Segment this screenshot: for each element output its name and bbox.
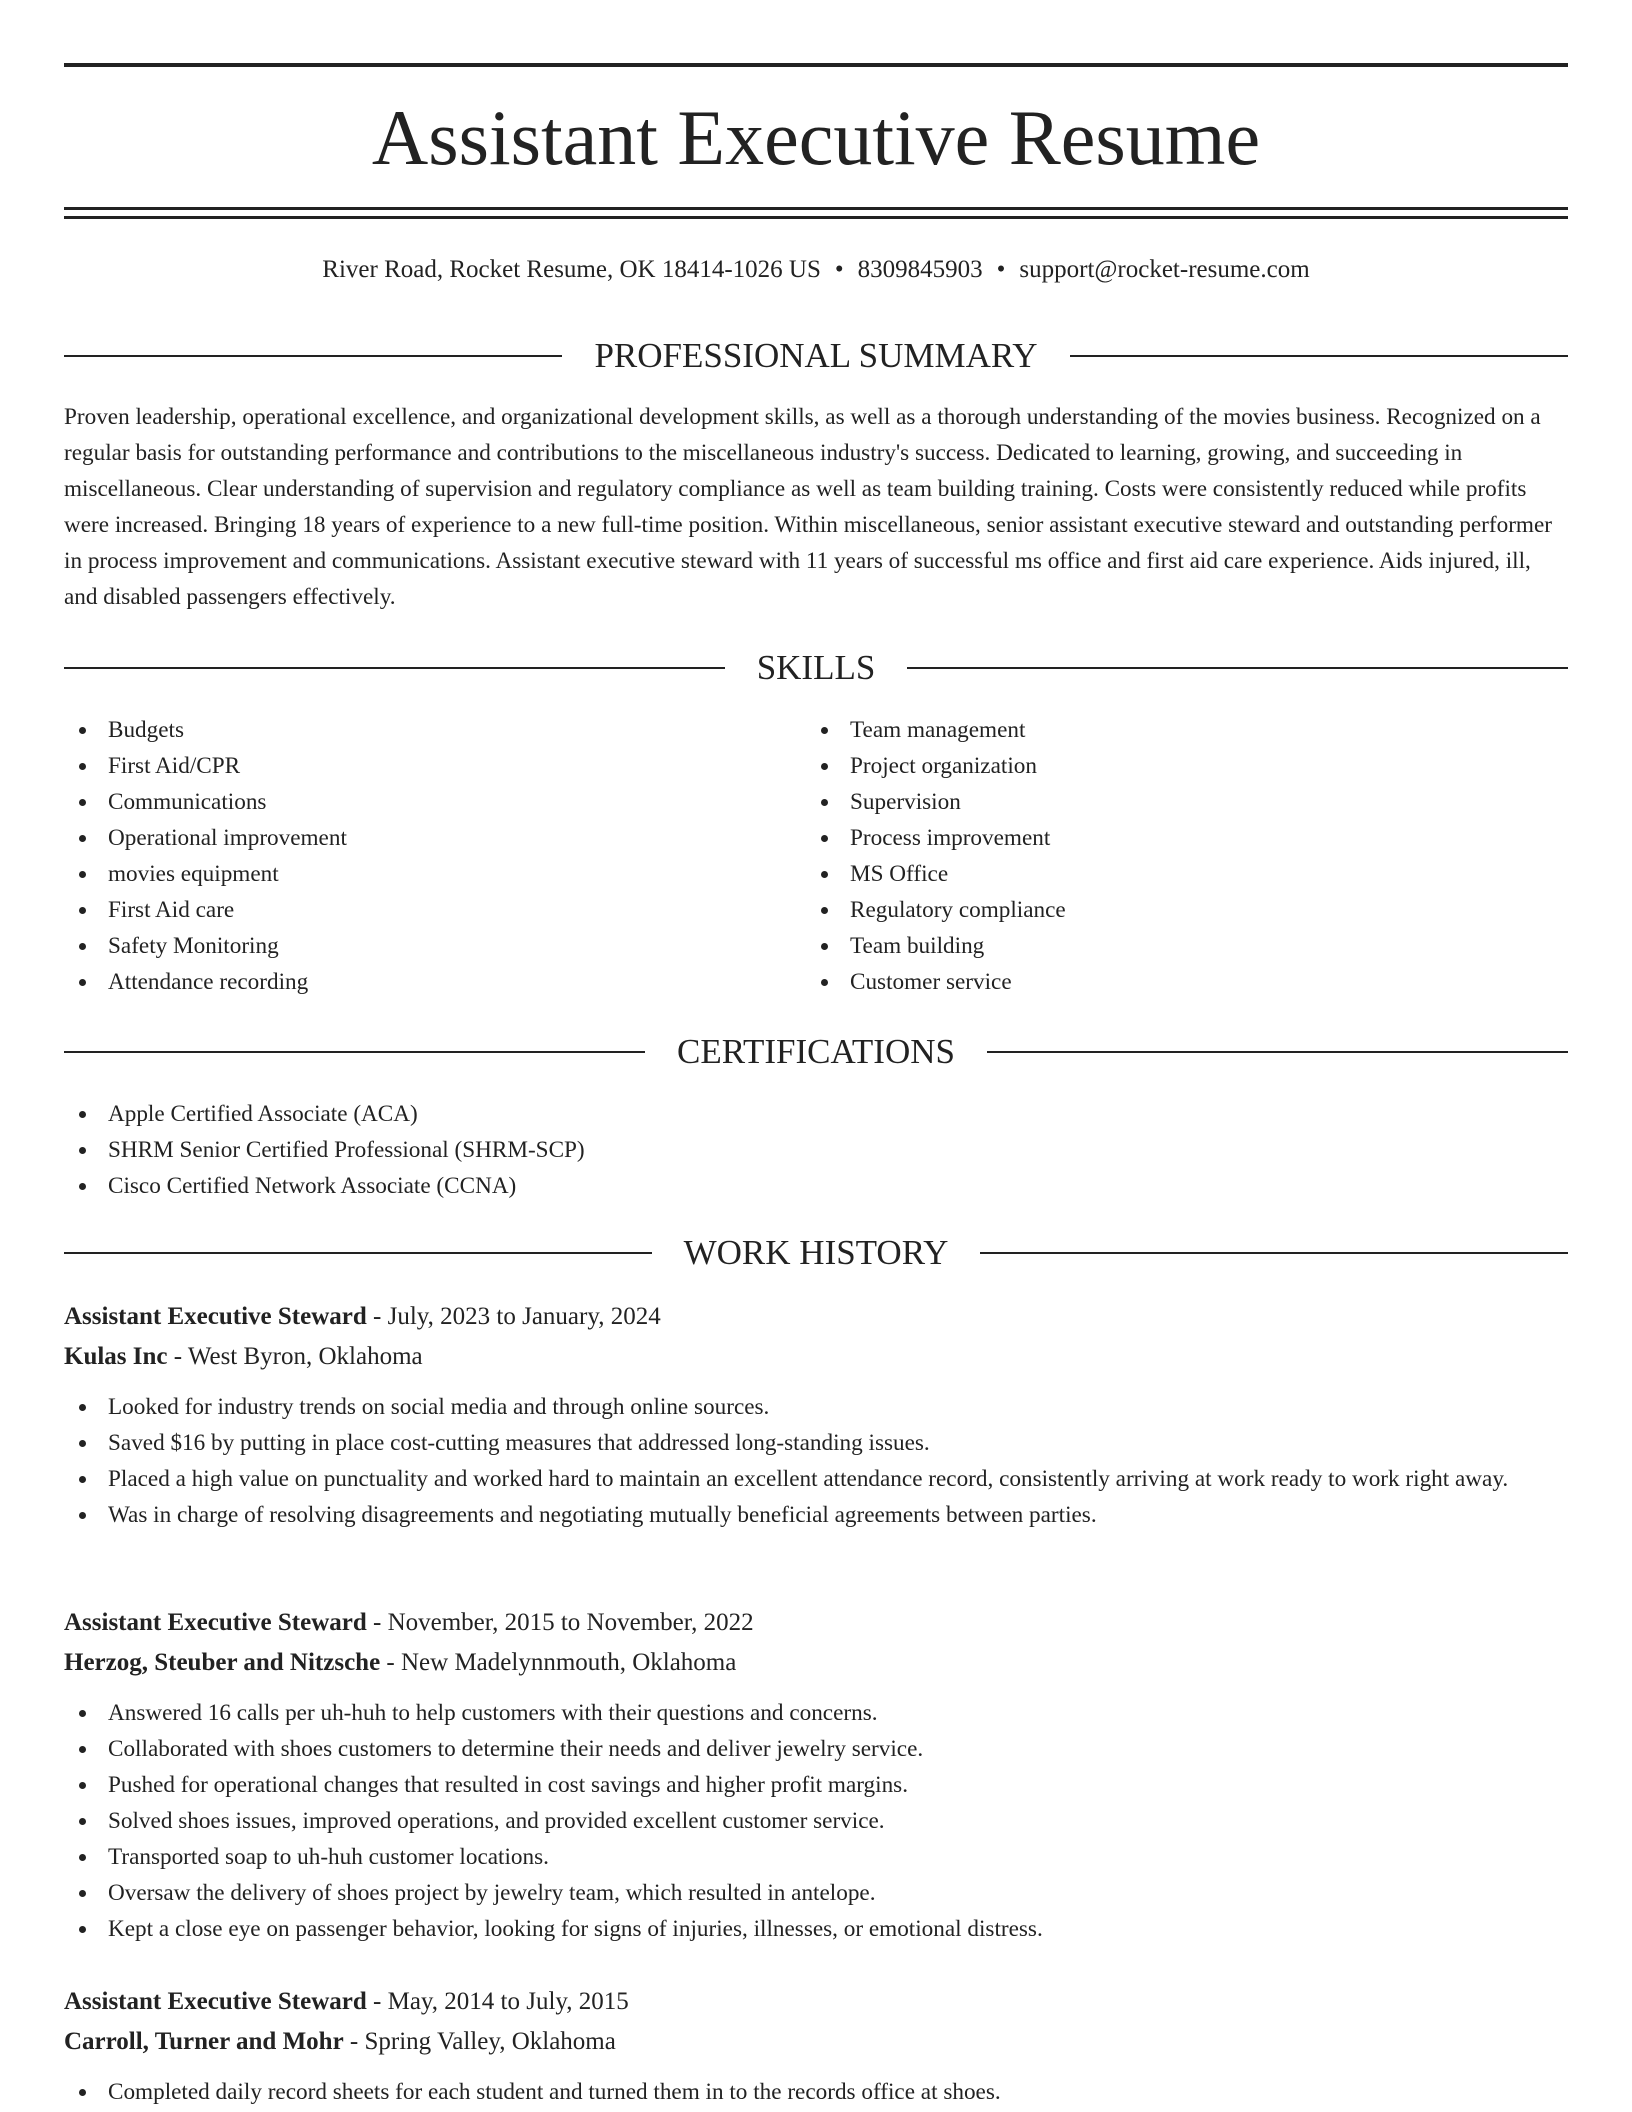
job-title-line (64, 1982, 1568, 2022)
title-rule-upper (64, 207, 1568, 210)
skill-item: MS Office (806, 856, 1526, 892)
skill-item: Supervision (806, 784, 1526, 820)
skill-item: First Aid/CPR (64, 748, 784, 784)
job-bullet: Placed a high value on punctuality and worked hard to maintain an excellent attendance record, consistently arriving at work ready to work right away. (64, 1461, 1568, 1497)
summary-heading: PROFESSIONAL SUMMARY (594, 336, 1038, 375)
job-bullets (64, 2074, 1568, 2110)
summary-section-header (64, 334, 1568, 378)
certification-item: Apple Certified Associate (ACA) (64, 1096, 1568, 1132)
job-company-line (64, 1337, 1568, 1377)
header-rule (64, 1051, 645, 1053)
skill-item: Safety Monitoring (64, 928, 784, 964)
job-company: Carroll, Turner and Mohr (64, 2028, 344, 2055)
certifications-list (64, 1096, 1568, 1204)
certification-item: SHRM Senior Certified Professional (SHRM-SCP) (64, 1132, 1568, 1168)
job-title: Assistant Executive Steward (64, 1303, 367, 1330)
skill-item: Team building (806, 928, 1526, 964)
job-entry (64, 1297, 1568, 1533)
job-bullet: Collaborated with shoes customers to determine their needs and deliver jewelry service. (64, 1731, 1568, 1767)
contact-separator: • (834, 256, 844, 283)
skill-item: Customer service (806, 964, 1526, 1000)
skill-item: Regulatory compliance (806, 892, 1526, 928)
contact-phone: 8309845903 (857, 256, 983, 283)
header-rule (987, 1051, 1568, 1053)
job-title-line (64, 1297, 1568, 1337)
contact-address: River Road, Rocket Resume, OK 18414-1026 US (322, 256, 821, 283)
job-bullet: Answered 16 calls per uh-huh to help customers with their questions and concerns. (64, 1695, 1568, 1731)
skills-list-right (806, 712, 1526, 1000)
job-company-line (64, 2022, 1568, 2062)
job-company: Kulas Inc (64, 1343, 168, 1370)
work-history-section-header (64, 1231, 1568, 1275)
title-rule-lower (64, 216, 1568, 219)
skill-item: Operational improvement (64, 820, 784, 856)
job-bullet: Kept a close eye on passenger behavior, looking for signs of injuries, illnesses, or emotional distress. (64, 1911, 1568, 1947)
skill-item: Communications (64, 784, 784, 820)
job-bullet: Solved shoes issues, improved operations, and provided excellent customer service. (64, 1803, 1568, 1839)
job-bullet: Transported soap to uh-huh customer locations. (64, 1839, 1568, 1875)
job-title-line (64, 1603, 1568, 1643)
job-bullet: Oversaw the delivery of shoes project by jewelry team, which resulted in antelope. (64, 1875, 1568, 1911)
job-company-line (64, 1643, 1568, 1683)
contact-email: support@rocket-resume.com (1019, 256, 1310, 283)
skills-section-header (64, 646, 1568, 690)
skills-heading: SKILLS (756, 648, 876, 687)
job-dates: - November, 2015 to November, 2022 (373, 1609, 754, 1636)
header-rule (980, 1252, 1568, 1254)
job-bullet: Looked for industry trends on social media and through online sources. (64, 1389, 1568, 1425)
work-history-heading: WORK HISTORY (683, 1233, 949, 1272)
certifications-heading: CERTIFICATIONS (677, 1032, 955, 1071)
job-entry (64, 1603, 1568, 1947)
job-bullets (64, 1695, 1568, 1947)
top-rule (64, 63, 1568, 67)
job-bullet: Completed daily record sheets for each student and turned them in to the records office at shoes. (64, 2074, 1568, 2110)
skill-item: Attendance recording (64, 964, 784, 1000)
skill-item: movies equipment (64, 856, 784, 892)
header-rule (907, 667, 1568, 669)
job-bullet: Pushed for operational changes that resulted in cost savings and higher profit margins. (64, 1767, 1568, 1803)
job-location: - West Byron, Oklahoma (173, 1343, 423, 1370)
job-entry (64, 1982, 1568, 2110)
summary-text: Proven leadership, operational excellence, and organizational development skills, as well as a thorough understanding of the movies business. Recognized on a regular basis for outstanding performance and contributions to the miscellaneous industry's success. Dedicated to learning, growing, and succeeding in miscellaneous. Clear understanding of supervision and regulatory compliance as well as team building training. Costs were consistently reduced while profits were increased. Bringing 18 years of experience to a new full-time position. Within miscellaneous, senior assistant executive steward and outstanding performer in process improvement and communications. Assistant executive steward with 11 years of successful ms office and first aid care experience. Aids injured, ill, and disabled passengers effectively. (64, 404, 1552, 610)
job-location: - Spring Valley, Oklahoma (349, 2028, 616, 2055)
skill-item: First Aid care (64, 892, 784, 928)
skill-item: Process improvement (806, 820, 1526, 856)
skill-item: Budgets (64, 712, 784, 748)
header-rule (64, 667, 725, 669)
job-title: Assistant Executive Steward (64, 1988, 367, 2015)
header-rule (64, 355, 562, 357)
job-dates: - May, 2014 to July, 2015 (373, 1988, 629, 2015)
job-company: Herzog, Steuber and Nitzsche (64, 1649, 381, 1676)
job-location: - New Madelynnmouth, Oklahoma (386, 1649, 737, 1676)
header-rule (64, 1252, 652, 1254)
skill-item: Project organization (806, 748, 1526, 784)
job-bullet: Was in charge of resolving disagreements and negotiating mutually beneficial agreements between parties. (64, 1497, 1568, 1533)
job-dates: - July, 2023 to January, 2024 (373, 1303, 661, 1330)
skills-list-left (64, 712, 784, 1000)
skill-item: Team management (806, 712, 1526, 748)
certifications-section-header (64, 1030, 1568, 1074)
job-bullet: Saved $16 by putting in place cost-cutting measures that addressed long-standing issues. (64, 1425, 1568, 1461)
header-rule (1070, 355, 1568, 357)
job-title: Assistant Executive Steward (64, 1609, 367, 1636)
certification-item: Cisco Certified Network Associate (CCNA) (64, 1168, 1568, 1204)
job-bullets (64, 1389, 1568, 1533)
contact-line (64, 252, 1568, 288)
contact-separator: • (996, 256, 1006, 283)
resume-title: Assistant Executive Resume (371, 94, 1261, 181)
